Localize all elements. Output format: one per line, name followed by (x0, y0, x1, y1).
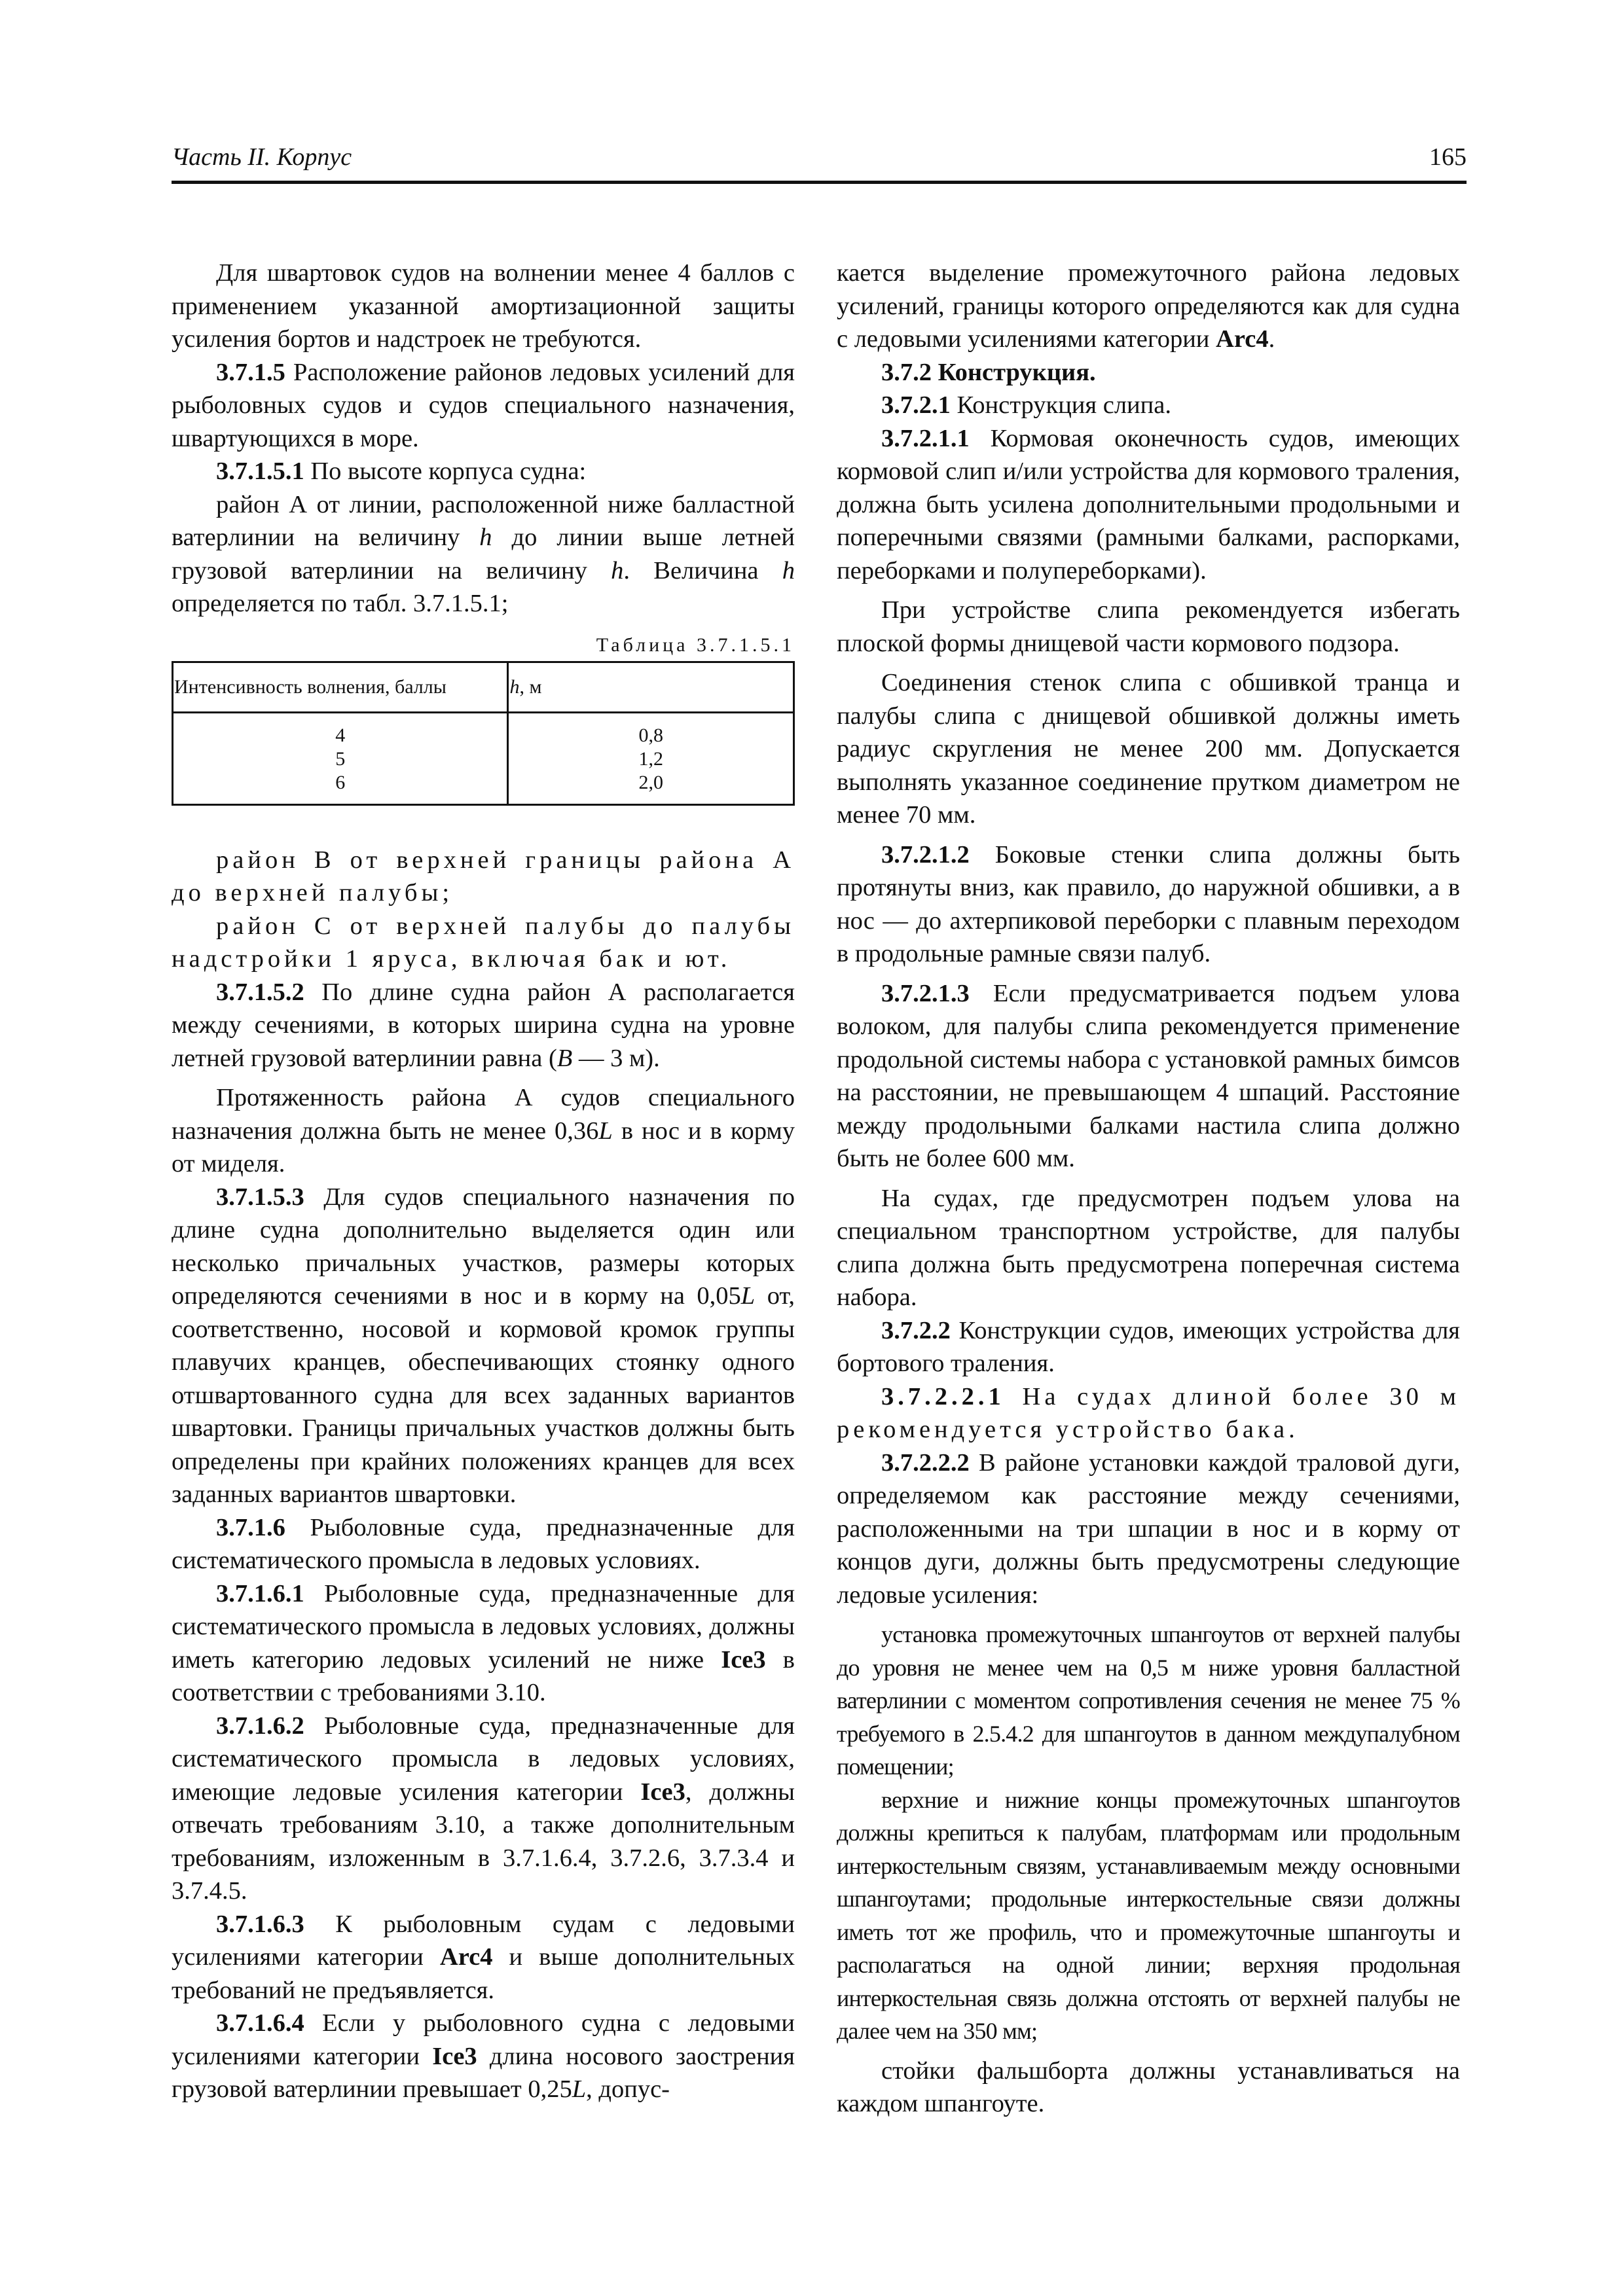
paragraph: На судах, где предусмотрен подъем улова на специальном транспортном устройстве, для палубы слипа должна быть предусмотрена поперечная система набора. (837, 1184, 1460, 1311)
section-number: 3.7.2.1 (881, 391, 951, 419)
paragraph: Протяженность района А судов специального назначения должна быть не менее 0,36L в нос и в корму от миделя. (172, 1084, 795, 1177)
table-row (173, 712, 794, 747)
paragraph: 3.7.1.6.1 Рыболовные суда, предназначенные для систематического промысла в ледовых условиях, должны иметь категорию ледовых усилений не ниже Ice3 в соответствии с требованиями 3.10. (172, 1579, 795, 1706)
paragraph: район С от верхней палубы до палубы надстройки 1 яруса, включая бак и ют. (172, 912, 795, 973)
paragraph: 3.7.2.1.3 Если предусматривается подъем улова волоком, для палубы слипа рекомендуется применение продольной системы набора с установкой рамных бимсов на расстоянии, не превышающем 4 шпаций. Расстояние между продольными балками настила слипа должно быть не более 600 мм. (837, 979, 1460, 1172)
table-cell: 1,2 (508, 747, 794, 771)
running-title: Часть II. Корпус (172, 143, 352, 171)
list-item: стойки фальшборта должны устанавливаться на каждом шпангоуте. (837, 2056, 1460, 2117)
paragraph: 3.7.2.2.2 В районе установки каждой траловой дуги, определяемом как расстояние между сечениями, расположенными на три шпации в нос и в корму от концов дуги, должны быть предусмотрены следующие ледовые усиления: (837, 1448, 1460, 1609)
page-number: 165 (1429, 143, 1467, 171)
section-number: 3.7.2.1.1 (881, 424, 970, 452)
right-column (837, 257, 1460, 2121)
table-cell: 6 (173, 771, 508, 805)
section-number: 3.7.1.6.4 (216, 2009, 304, 2037)
paragraph: 3.7.1.6.4 Если у рыболовного судна с ледовыми усилениями категории Ice3 длина носового заострения грузовой ватерлинии превышает 0,25L, допус- (172, 2009, 795, 2103)
paragraph: 3.7.1.5.2 По длине судна район А располагается между сечениями, в которых ширина судна на уровне летней грузовой ватерлинии равна (B — 3 м). (172, 978, 795, 1072)
section-number: 3.7.1.6.1 (216, 1579, 304, 1607)
section-heading: 3.7.2 Конструкция. (881, 358, 1096, 386)
paragraph: 3.7.2.1 Конструкция слипа. (881, 391, 1171, 419)
table-cell: 5 (173, 747, 508, 771)
list-item: верхние и нижние концы промежуточных шпангоутов должны крепиться к палубам, платформам или продольным интеркостельным связям, устанавливаемым между основными шпангоутами; продольные интеркостельные связи должны иметь тот же профиль, что и промежуточные шпангоуты и располагаться на одной линии; верхняя продольная интеркостельная связь должна отстоять от верхней палубы не далее чем на 350 мм; (837, 1786, 1460, 2044)
paragraph: район В от верхней границы района А до верхней палубы; (172, 846, 795, 906)
paragraph: Соединения стенок слипа с обшивкой транца и палубы слипа с днищевой обшивкой должны иметь радиус скругления не менее 200 мм. Допускается выполнять указанное соединение прутком диаметром не менее 70 мм. (837, 669, 1460, 829)
section-number: 3.7.2.2 (881, 1316, 951, 1344)
paragraph: Для швартовок судов на волнении менее 4 баллов с применением указанной амортизационной защиты усиления бортов и надстроек не требуются. (172, 259, 795, 353)
paragraph: кается выделение промежуточного района ледовых усилений, границы которого определяются как для судна с ледовыми усилениями категории Arc4. (837, 259, 1460, 353)
list-item: установка промежуточных шпангоутов от верхней палубы до уровня не менее чем на 0,5 м ниже уровня балластной ватерлинии с моментом сопротивления сечения не менее 75 % требуемого в 2.5.4.2 для шпангоутов в данном междупалубном помещении; (837, 1621, 1460, 1780)
table-header-cell: Интенсивность волнения, баллы (173, 662, 508, 712)
paragraph: 3.7.2.2.1 На судах длиной более 30 м рекомендуется устройство бака. (837, 1382, 1460, 1443)
paragraph: 3.7.1.5.3 Для судов специального назначения по длине судна дополнительно выделяется один или несколько причальных участков, размеры которых определяются сечениями в нос и в корму на 0,05L от, соответственно, носовой и кормовой кромок группы плавучих кранцев, обеспечивающих стоянку одного отшвартованного судна для всех заданных вариантов швартовки. Границы причальных участков должны быть определены при крайних положениях кранцев для всех заданных вариантов швартовки. (172, 1183, 795, 1508)
section-number: 3.7.1.5.1 (216, 457, 304, 485)
section-number: 3.7.2.2.2 (881, 1448, 970, 1477)
left-column (172, 257, 795, 2106)
paragraph: 3.7.2.1.2 Боковые стенки слипа должны быть протянуты вниз, как правило, до наружной обшивки, а в нос — до ахтерпиковой переборки с плавным переходом в продольные рамные связи палуб. (837, 840, 1460, 967)
paragraph: район А от линии, расположенной ниже балластной ватерлинии на величину h до линии выше летней грузовой ватерлинии на величину h. Величина h определяется по табл. 3.7.1.5.1; (172, 490, 795, 617)
paragraph: 3.7.1.5.1 По высоте корпуса судна: (216, 457, 587, 485)
paragraph: При устройстве слипа рекомендуется избегать плоской формы днищевой части кормового подзора. (837, 596, 1460, 657)
table-row (173, 747, 794, 771)
section-number: 3.7.1.5 (216, 358, 285, 386)
paragraph: 3.7.2.1.1 Кормовая оконечность судов, имеющих кормовой слип и/или устройства для кормового траления, должна быть усилена дополнительными продольными и поперечными связями (рамными балками, распорками, переборками и полупереборками). (837, 424, 1460, 584)
page-header (172, 143, 1467, 184)
table-cell: 4 (173, 712, 508, 747)
table-cell: 0,8 (508, 712, 794, 747)
paragraph: 3.7.2.2 Конструкции судов, имеющих устройства для бортового траления. (837, 1316, 1460, 1377)
section-number: 3.7.1.6.2 (216, 1712, 304, 1740)
table-row (173, 771, 794, 805)
section-number: 3.7.2.2.1 (881, 1382, 1005, 1410)
paragraph: 3.7.1.6 Рыболовные суда, предназначенные для систематического промысла в ледовых условиях. (172, 1513, 795, 1574)
section-number: 3.7.1.6.3 (216, 1910, 304, 1938)
paragraph: 3.7.1.6.2 Рыболовные суда, предназначенные для систематического промысла в ледовых условиях, имеющие ледовые усиления категории Ice3, должны отвечать требованиям 3.10, а также дополнительным требованиям, изложенным в 3.7.1.6.4, 3.7.2.6, 3.7.3.4 и 3.7.4.5. (172, 1712, 795, 1905)
section-number: 3.7.1.6 (216, 1513, 285, 1541)
section-number: 3.7.2.1.2 (881, 840, 970, 869)
section-number: 3.7.1.5.2 (216, 978, 304, 1006)
wave-intensity-table (172, 661, 795, 806)
table-cell: 2,0 (508, 771, 794, 805)
paragraph: 3.7.1.6.3 К рыболовным судам с ледовыми усилениями категории Arc4 и выше дополнительных требований не предъявляется. (172, 1910, 795, 2004)
paragraph: 3.7.1.5 Расположение районов ледовых усилений для рыболовных судов и судов специального назначения, швартующихся в море. (172, 358, 795, 452)
table-header-cell: h, м (508, 662, 794, 712)
section-number: 3.7.2.1.3 (881, 979, 970, 1007)
section-number: 3.7.1.5.3 (216, 1183, 304, 1211)
table-caption: Таблица 3.7.1.5.1 (596, 634, 795, 656)
